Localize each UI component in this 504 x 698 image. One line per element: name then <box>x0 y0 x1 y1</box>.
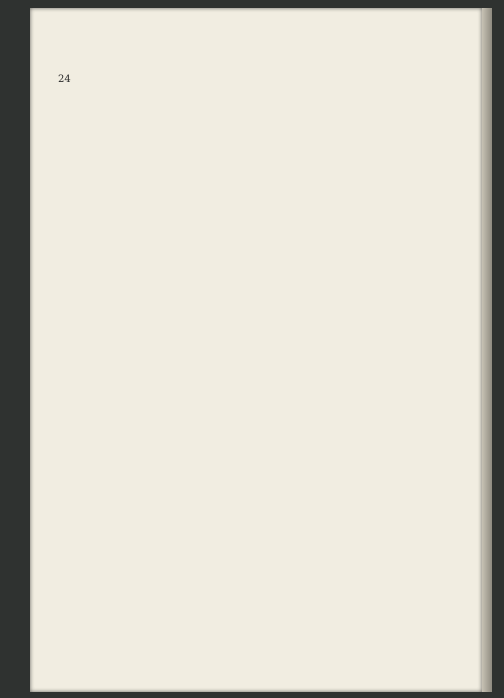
bibliography-line <box>58 490 460 498</box>
bibliography-line <box>58 529 460 537</box>
bibliography-line <box>58 225 460 233</box>
bibliography-line <box>58 279 460 287</box>
bibliography-line <box>58 419 460 427</box>
bibliography-line <box>58 568 460 576</box>
bibliography-line <box>58 186 460 194</box>
bibliography-line <box>58 310 460 318</box>
bibliography-line <box>58 287 460 295</box>
bibliography-line <box>58 575 460 583</box>
bibliography-line <box>58 303 460 311</box>
bibliography-line <box>58 357 460 365</box>
bibliography-line <box>58 466 460 474</box>
bibliography-line <box>58 521 460 529</box>
bibliography-line <box>58 123 460 131</box>
bibliography-line <box>58 217 460 225</box>
bibliography-line <box>58 256 460 264</box>
bibliography-line <box>58 380 460 388</box>
bibliography-line <box>58 100 460 108</box>
bibliography-line <box>58 482 460 490</box>
bibliography-line <box>58 131 460 139</box>
bibliography-line <box>58 412 460 420</box>
bibliography-line <box>58 248 460 256</box>
bibliography-line <box>58 240 460 248</box>
bibliography-line <box>58 591 460 599</box>
bibliography-line <box>58 552 460 560</box>
bibliography-line <box>58 139 460 147</box>
bibliography-line <box>58 209 460 217</box>
bibliography-line <box>58 614 460 622</box>
bibliography-line <box>58 92 460 100</box>
bibliography-line <box>58 154 460 162</box>
book-spine-edge <box>482 8 492 692</box>
bibliography-line <box>58 349 460 357</box>
bibliography-line <box>58 264 460 272</box>
bibliography-line <box>58 318 460 326</box>
bibliography-line <box>58 443 460 451</box>
bibliography-line <box>58 622 460 630</box>
bibliography-line <box>58 599 460 607</box>
bibliography-line <box>58 427 460 435</box>
bibliography-line <box>58 295 460 303</box>
bibliography-line <box>58 544 460 552</box>
bibliography-line <box>58 513 460 521</box>
bibliography-list <box>58 92 460 638</box>
bibliography-line <box>58 388 460 396</box>
bibliography-line <box>58 170 460 178</box>
bibliography-line <box>58 435 460 443</box>
bibliography-line <box>58 458 460 466</box>
bibliography-line <box>58 373 460 381</box>
bibliography-line <box>58 201 460 209</box>
bibliography-line <box>58 560 460 568</box>
bibliography-line <box>58 334 460 342</box>
bibliography-line <box>58 396 460 404</box>
bibliography-line <box>58 326 460 334</box>
bibliography-line <box>58 115 460 123</box>
bibliography-line <box>58 474 460 482</box>
bibliography-line <box>58 451 460 459</box>
bibliography-line <box>58 193 460 201</box>
bibliography-line <box>58 178 460 186</box>
document-page <box>30 8 482 692</box>
bibliography-line <box>58 536 460 544</box>
bibliography-line <box>58 108 460 116</box>
bibliography-line <box>58 630 460 638</box>
bibliography-line <box>58 147 460 155</box>
page-number: 24 <box>58 74 71 85</box>
bibliography-line <box>58 607 460 615</box>
bibliography-line <box>58 365 460 373</box>
bibliography-line <box>58 232 460 240</box>
bibliography-line <box>58 505 460 513</box>
bibliography-line <box>58 583 460 591</box>
bibliography-line <box>58 404 460 412</box>
page-content <box>30 8 482 692</box>
bibliography-line <box>58 342 460 350</box>
bibliography-line <box>58 162 460 170</box>
bibliography-line <box>58 497 460 505</box>
bibliography-line <box>58 271 460 279</box>
